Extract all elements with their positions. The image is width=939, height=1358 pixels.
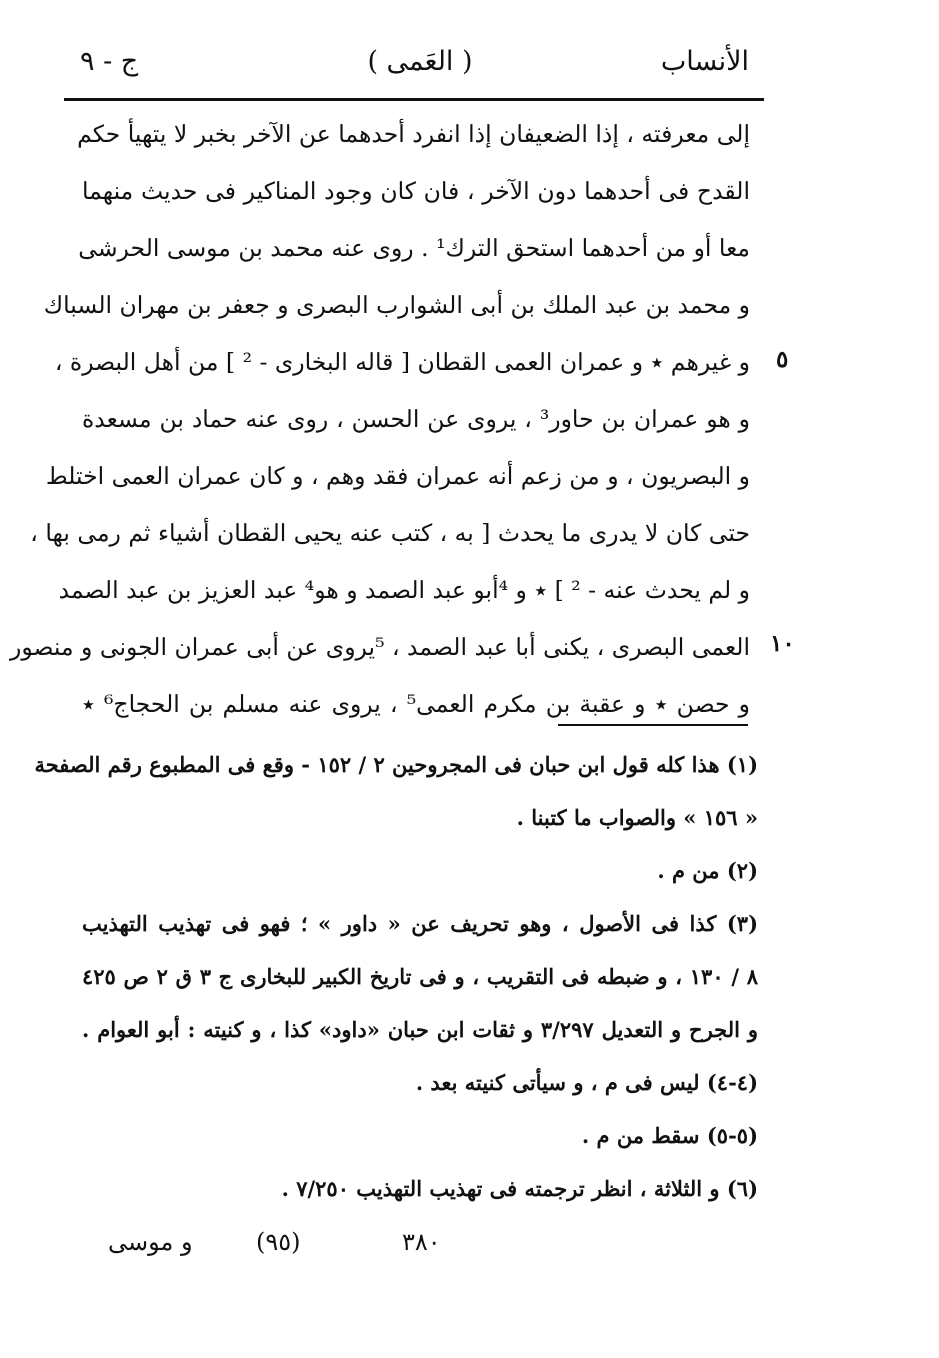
footnote-line: (٤-٤) ليس فى م ، و سيأتى كنيته بعد . (415, 1070, 758, 1095)
footnote-line: ٨ / ١٣٠ ، و ضبطه فى التقريب ، و فى تاريخ الكبير للبخارى ج ٣ ق ٢ ص ٤٢٥ (82, 964, 758, 989)
header-rule (64, 98, 764, 101)
catchword: و موسى (108, 1228, 193, 1256)
running-title: الأنساب (660, 46, 749, 77)
footnote-line: (٢) من م . (657, 858, 758, 883)
volume-label: ج - ٩ (80, 46, 139, 77)
footnote-line: (٣) كذا فى الأصول ، وهو تحريف عن « داور » ؛ فهو فى تهذيب التهذيب (82, 911, 758, 936)
text-line: معا أو من أحدهما استحق الترك¹ . روى عنه محمد بن موسى الحرشى (78, 234, 750, 262)
footnote-rule (558, 724, 748, 726)
text-line: العمى البصرى ، يكنى أبا عبد الصمد ، ⁵يروى عن أبى عمران الجونى و منصور (10, 633, 750, 661)
text-line: القدح فى أحدهما دون الآخر ، فان كان وجود المناكير فى حديث منهما (82, 177, 750, 205)
text-line: حتى كان لا يدرى ما يحدث [ به ، كتب عنه يحيى القطان أشياء ثم رمى بها ، (30, 519, 750, 547)
text-line: و لم يحدث عنه - ² ] ٭ و ⁴أبو عبد الصمد و هو⁴ عبد العزيز بن عبد الصمد (58, 576, 750, 604)
line-number-5: ٥ (776, 346, 789, 373)
entry-heading: ( العَمى ) (367, 46, 473, 77)
page-number: ٣٨٠ (402, 1228, 441, 1256)
text-line: و محمد بن عبد الملك بن أبى الشوارب البصرى و جعفر بن مهران السباك (43, 291, 750, 319)
footnote-line: (١) هذا كله قول ابن حبان فى المجروحين ٢ / ١٥٢ - وقع فى المطبوع رقم الصفحة (34, 752, 758, 777)
volume-code: (٩٥) (256, 1228, 301, 1256)
footnote-line: و الجرح و التعديل ٣/٢٩٧ و ثقات ابن حبان «داود» كذا ، و كنيته : أبو العوام . (82, 1017, 758, 1042)
footnote-line: (٥-٥) سقط من م . (581, 1123, 758, 1148)
footnotes (34, 738, 758, 1215)
footnote-line: (٦) و الثلاثة ، انظر ترجمته فى تهذيب التهذيب ٧/٢٥٠ . (281, 1176, 758, 1201)
main-text (10, 106, 750, 733)
text-line: و البصريون ، و من زعم أنه عمران فقد وهم ، و كان عمران العمى اختلط (45, 462, 750, 490)
text-line: و حصن ٭ و عقبة بن مكرم العمى⁵ ، يروى عنه مسلم بن الحجاج⁶ ٭ (82, 690, 750, 718)
text-line: و هو عمران بن حاور³ ، يروى عن الحسن ، روى عنه حماد بن مسعدة (82, 405, 750, 433)
footnote-line: « ١٥٦ » والصواب ما كتبنا . (516, 805, 758, 830)
text-line: إلى معرفته ، إذا الضعيفان إذا انفرد أحدهما عن الآخر بخبر لا يتهيأ حكم (77, 120, 750, 148)
line-number-10: ١٠ (770, 630, 795, 657)
text-line: و غيرهم ٭ و عمران العمى القطان [ قاله البخارى - ² ] من أهل البصرة ، (54, 348, 750, 376)
